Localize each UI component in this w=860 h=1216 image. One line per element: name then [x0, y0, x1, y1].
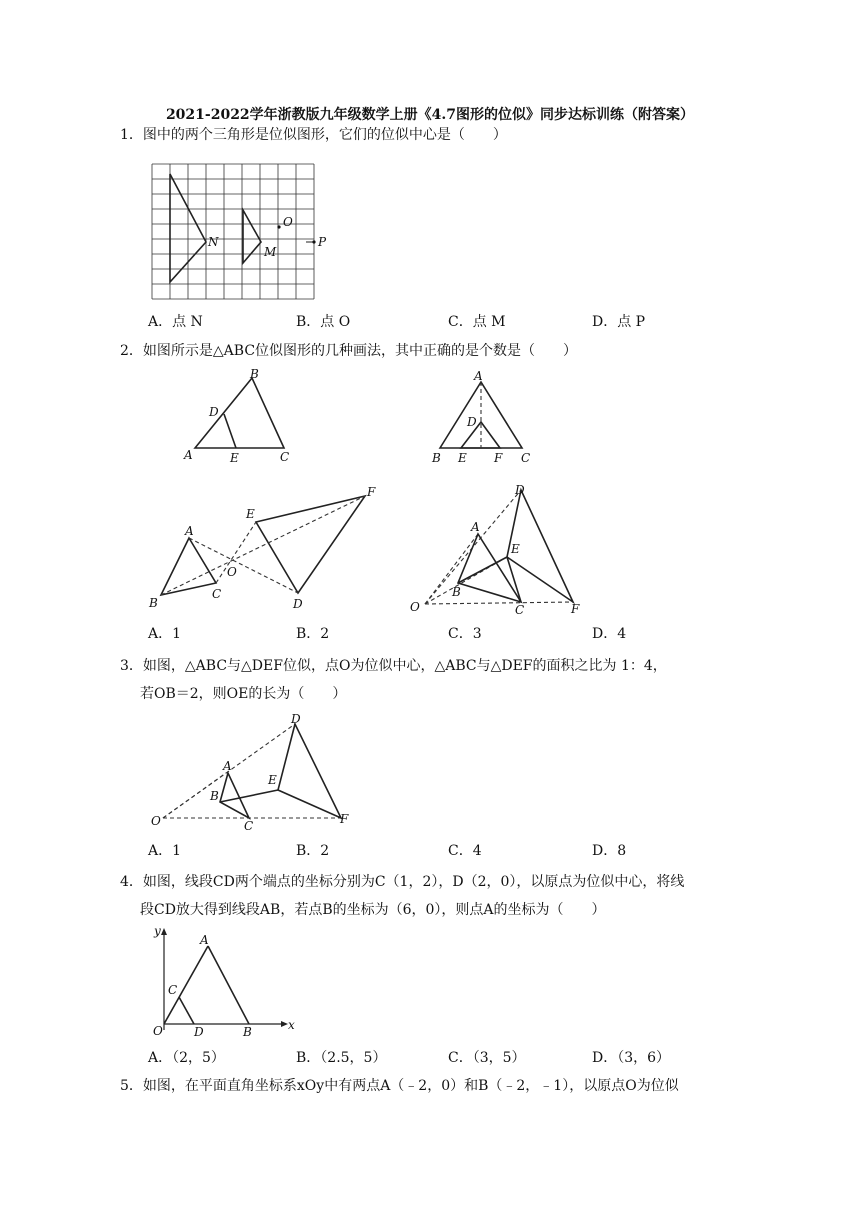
question-3-stem-line-2: 若OB＝2，则OE的长为（ ）	[140, 686, 347, 702]
label-d: D	[209, 405, 219, 419]
q1-option-a[interactable]: A．点 N	[148, 314, 203, 330]
label-a: A	[184, 448, 193, 462]
label-f: F	[367, 485, 376, 499]
point-o	[277, 225, 280, 228]
q1-grid-figure	[152, 164, 332, 304]
question-4-stem-line-1: 4．如图，线段CD两个端点的坐标分别为C（1，2），D（2，0），以原点为位似中心，将线	[120, 874, 685, 890]
q1-option-c[interactable]: C．点 M	[448, 314, 506, 330]
label-c: C	[212, 587, 222, 601]
label-d: D	[293, 597, 303, 611]
label-b: B	[432, 451, 441, 465]
label-o: O	[153, 1024, 163, 1038]
label-c: C	[244, 819, 254, 833]
q4-option-c[interactable]: C．（3，5）	[448, 1050, 526, 1066]
label-b: B	[210, 789, 219, 803]
q2-option-a[interactable]: A．1	[148, 626, 182, 642]
label-o: O	[410, 600, 420, 614]
label-d: D	[194, 1025, 204, 1039]
label-e: E	[246, 507, 255, 521]
label-d: D	[291, 712, 301, 726]
label-c: C	[515, 603, 525, 617]
label-e: E	[458, 451, 467, 465]
label-b: B	[250, 367, 259, 381]
question-5-stem: 5．如图，在平面直角坐标系xOy中有两点A（﹣2，0）和B（﹣2，﹣1），以原点O为位似	[120, 1078, 679, 1094]
question-1-stem: 1．图中的两个三角形是位似图形，它们的位似中心是（ ）	[120, 127, 507, 143]
point-p	[312, 240, 315, 243]
q3-option-d[interactable]: D．8	[592, 843, 627, 859]
page-title: 2021-2022学年浙教版九年级数学上册《4.7图形的位似》同步达标训练（附答案）	[165, 107, 695, 123]
label-a: A	[200, 933, 209, 947]
q4-option-d[interactable]: D．（3，6）	[592, 1050, 671, 1066]
label-e: E	[230, 451, 239, 465]
label-f: F	[571, 602, 580, 616]
label-e: E	[268, 773, 277, 787]
label-b: B	[149, 596, 158, 610]
label-x: x	[288, 1018, 295, 1032]
q2-option-c[interactable]: C．3	[448, 626, 482, 642]
q3-option-b[interactable]: B．2	[296, 843, 330, 859]
q2-figure-1	[180, 364, 300, 464]
label-e: E	[511, 542, 520, 556]
label-o: O	[227, 565, 237, 579]
label-o: O	[151, 814, 161, 828]
q4-figure	[148, 922, 298, 1040]
q3-figure	[148, 710, 368, 835]
label-n: N	[208, 235, 219, 249]
question-2-stem: 2．如图所示是△ABC位似图形的几种画法，其中正确的是个数是（ ）	[120, 343, 578, 359]
q3-option-c[interactable]: C．4	[448, 843, 482, 859]
q2-figure-4	[405, 480, 595, 615]
label-d: D	[467, 415, 477, 429]
q1-option-b[interactable]: B．点 O	[296, 314, 351, 330]
label-a: A	[223, 759, 232, 773]
label-m: M	[264, 245, 277, 259]
label-b: B	[243, 1025, 252, 1039]
label-a: A	[474, 369, 483, 383]
label-d: D	[515, 483, 525, 497]
question-4-stem-line-2: 段CD放大得到线段AB，若点B的坐标为（6，0），则点A的坐标为（ ）	[140, 902, 606, 918]
label-c: C	[521, 451, 531, 465]
label-f: F	[494, 451, 503, 465]
label-o: O	[283, 215, 293, 229]
q2-option-b[interactable]: B．2	[296, 626, 330, 642]
q3-option-a[interactable]: A．1	[148, 843, 182, 859]
label-c: C	[280, 450, 290, 464]
q2-figure-3	[145, 480, 385, 615]
q2-option-d[interactable]: D．4	[592, 626, 627, 642]
q2-figure-2	[428, 366, 548, 466]
question-3-stem-line-1: 3．如图，△ABC与△DEF位似，点O为位似中心，△ABC与△DEF的面积之比为 1：4，	[120, 658, 667, 674]
label-c: C	[168, 983, 178, 997]
label-a: A	[185, 524, 194, 538]
small-triangle	[243, 210, 261, 263]
label-b: B	[452, 585, 461, 599]
q4-option-b[interactable]: B．（2.5，5）	[296, 1050, 387, 1066]
label-y: y	[154, 924, 161, 938]
label-p: P	[318, 235, 327, 249]
label-a: A	[471, 520, 480, 534]
q4-option-a[interactable]: A．（2，5）	[148, 1050, 225, 1066]
label-f: F	[340, 812, 349, 826]
q1-option-d[interactable]: D．点 P	[592, 314, 646, 330]
